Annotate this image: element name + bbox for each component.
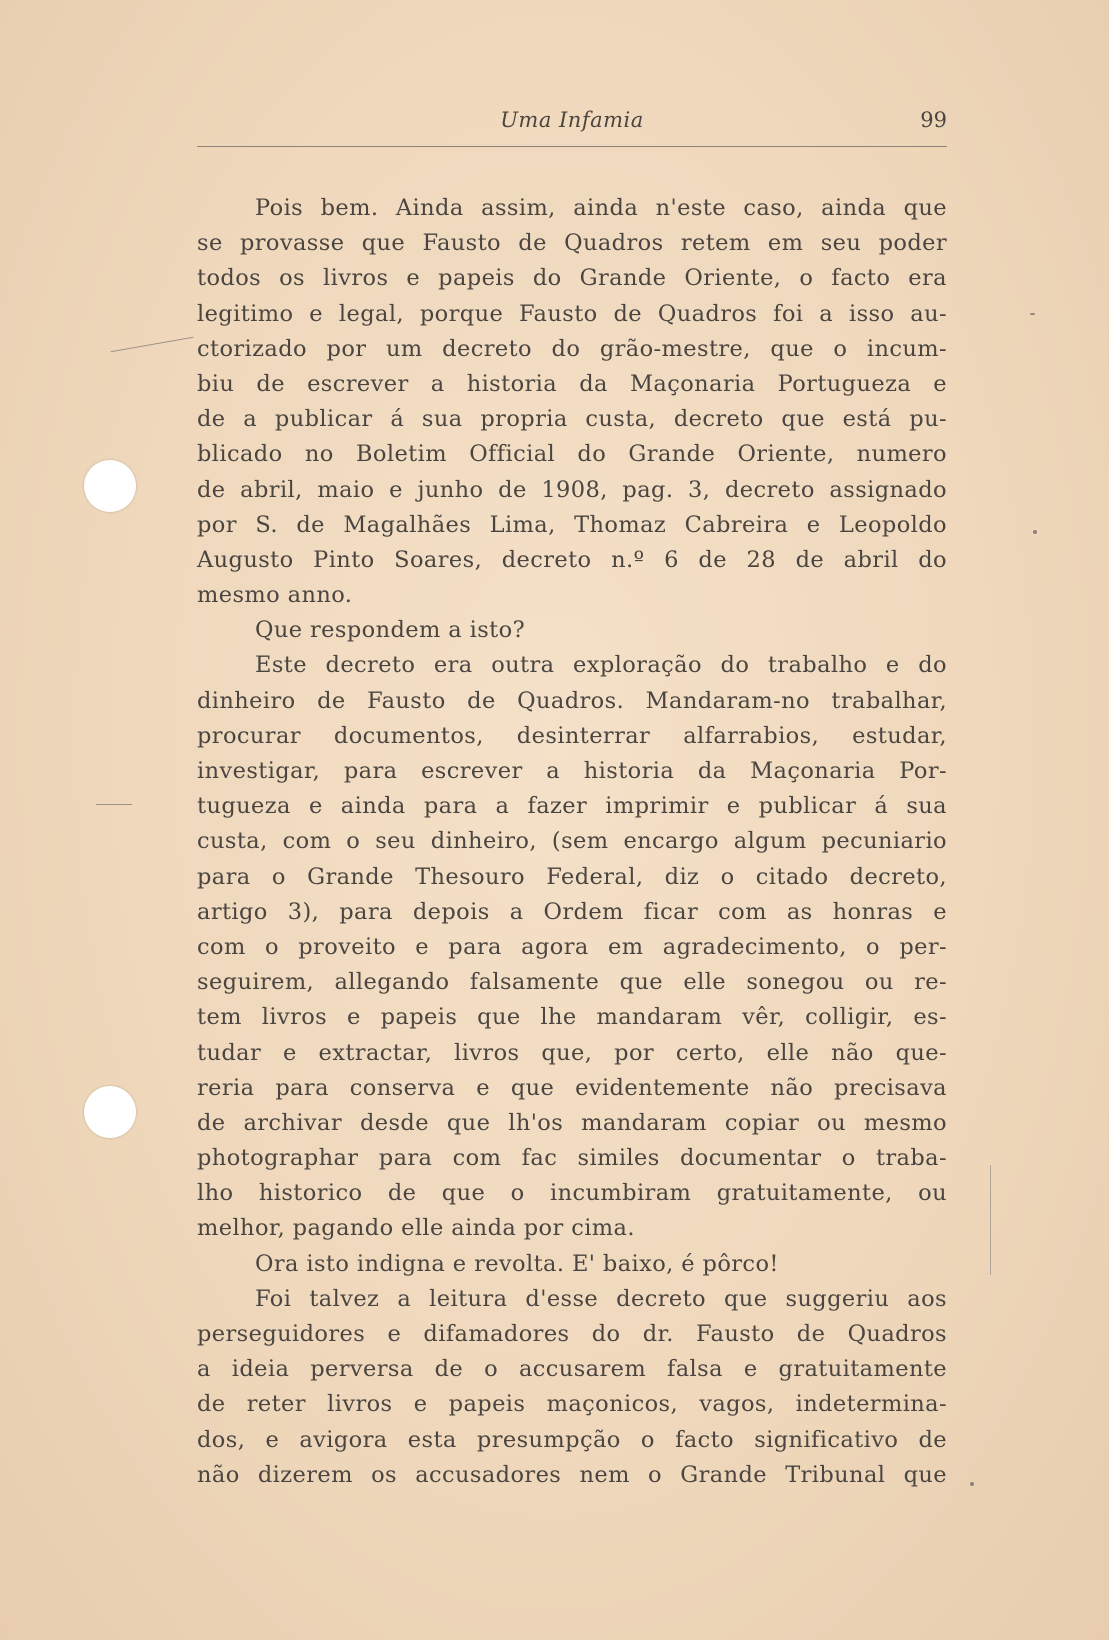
- text-line: Augusto Pinto Soares, decreto n.º 6 de 28 de abril do: [197, 546, 947, 573]
- header-rule: [197, 146, 947, 147]
- text-line: de reter livros e papeis maçonicos, vagos, indetermina-: [197, 1391, 947, 1418]
- text-line: lho historico de que o incumbiram gratuitamente, ou: [197, 1180, 947, 1207]
- text-line: Pois bem. Ainda assim, ainda n'este caso, ainda que: [255, 195, 947, 221]
- text-line: com o proveito e para agora em agradecimento, o per-: [197, 933, 947, 960]
- text-line: blicado no Boletim Official do Grande Oriente, numero: [197, 441, 947, 468]
- text-line: tugueza e ainda para a fazer imprimir e publicar á sua: [197, 793, 947, 820]
- text-line: legitimo e legal, porque Fausto de Quadros foi a isso au-: [197, 300, 947, 327]
- running-head: [197, 108, 947, 142]
- text-line: Foi talvez a leitura d'esse decreto que suggeriu aos: [255, 1285, 947, 1312]
- text-line: procurar documentos, desinterrar alfarrabios, estudar,: [197, 722, 947, 749]
- text-line: de archivar desde que lh'os mandaram copiar ou mesmo: [197, 1109, 947, 1136]
- text-line: Ora isto indigna e revolta. E' baixo, é pôrco!: [255, 1250, 779, 1277]
- text-line: por S. de Magalhães Lima, Thomaz Cabreira e Leopoldo: [197, 511, 947, 538]
- text-line: seguirem, allegando falsamente que elle sonegou ou re-: [197, 969, 947, 996]
- text-line: photographar para com fac similes documentar o traba-: [197, 1145, 947, 1172]
- pencil-mark: [111, 337, 194, 353]
- text-line: de abril, maio e junho de 1908, pag. 3, decreto assignado: [197, 476, 947, 503]
- text-line: Este decreto era outra exploração do trabalho e do: [255, 652, 947, 679]
- text-line: de a publicar á sua propria custa, decreto que está pu-: [197, 406, 947, 433]
- punch-hole: [84, 1086, 136, 1138]
- text-line: dinheiro de Fausto de Quadros. Mandaram-no trabalhar,: [197, 687, 947, 714]
- page-number: 99: [920, 108, 947, 132]
- text-line: não dizerem os accusadores nem o Grande Tribunal que: [197, 1461, 947, 1488]
- text-line: se provasse que Fausto de Quadros retem em seu poder: [197, 230, 947, 257]
- text-line: melhor, pagando elle ainda por cima.: [197, 1215, 635, 1242]
- pencil-mark: [990, 1165, 992, 1275]
- text-line: reria para conserva e que evidentemente não precisava: [197, 1074, 947, 1101]
- text-line: dos, e avigora esta presumpção o facto significativo de: [197, 1426, 947, 1453]
- text-line: a ideia perversa de o accusarem falsa e gratuitamente: [197, 1356, 947, 1383]
- text-line: ctorizado por um decreto do grão-mestre, que o incum-: [197, 335, 947, 362]
- pencil-mark: [96, 804, 132, 805]
- running-title: Uma Infamia: [500, 108, 644, 132]
- ink-speck: [1030, 313, 1035, 315]
- text-line: artigo 3), para depois a Ordem ficar com as honras e: [197, 898, 947, 925]
- ink-speck: [970, 1482, 974, 1486]
- text-line: custa, com o seu dinheiro, (sem encargo algum pecuniario: [197, 828, 947, 855]
- text-line: Que respondem a isto?: [255, 617, 526, 644]
- ink-speck: [1033, 530, 1037, 534]
- text-line: biu de escrever a historia da Maçonaria Portugueza e: [197, 370, 947, 397]
- text-line: tem livros e papeis que lhe mandaram vêr, colligir, es-: [197, 1004, 947, 1031]
- text-line: perseguidores e difamadores do dr. Fausto de Quadros: [197, 1321, 947, 1347]
- body-text: [197, 191, 947, 1493]
- text-line: para o Grande Thesouro Federal, diz o citado decreto,: [197, 863, 947, 890]
- text-line: tudar e extractar, livros que, por certo, elle não que-: [197, 1039, 947, 1066]
- text-line: investigar, para escrever a historia da Maçonaria Por-: [197, 758, 947, 784]
- text-line: todos os livros e papeis do Grande Oriente, o facto era: [197, 265, 947, 292]
- text-line: mesmo anno.: [197, 582, 353, 609]
- punch-hole: [84, 460, 136, 512]
